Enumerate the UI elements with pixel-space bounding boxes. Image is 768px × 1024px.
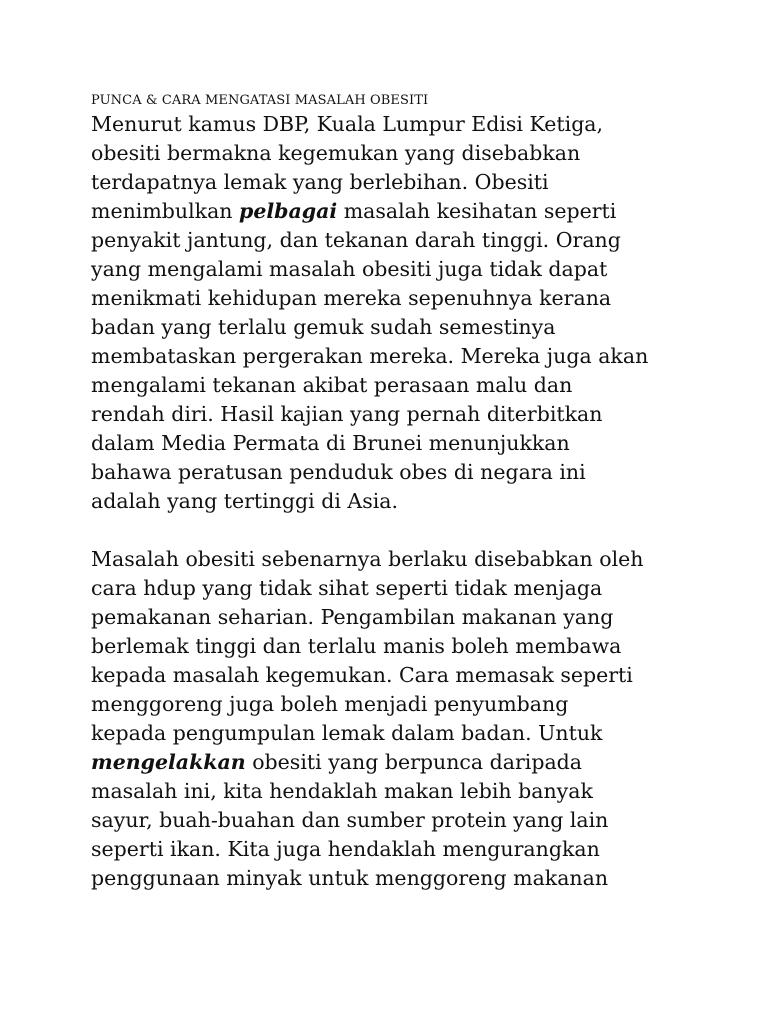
paragraph-2: [91, 545, 691, 893]
paragraph-1: [91, 110, 691, 516]
text-line: berlemak tinggi dan terlalu manis boleh membawa: [91, 634, 622, 658]
text-line: bahawa peratusan penduduk obes di negara ini: [91, 460, 586, 484]
text-line: penggunaan minyak untuk menggoreng makanan: [91, 866, 609, 890]
text-line: pemakanan seharian. Pengambilan makanan yang: [91, 605, 614, 629]
text-line: adalah yang tertinggi di Asia.: [91, 489, 399, 513]
text-line: seperti ikan. Kita juga hendaklah mengurangkan: [91, 837, 600, 861]
text-line: yang mengalami masalah obesiti juga tidak dapat: [91, 257, 608, 281]
document-title: PUNCA & CARA MENGATASI MASALAH OBESITI: [91, 93, 429, 108]
text-line: kepada pengumpulan lemak dalam badan. Untuk: [91, 721, 603, 745]
text-line: menikmati kehidupan mereka sepenuhnya kerana: [91, 286, 612, 310]
text-line: terdapatnya lemak yang berlebihan. Obesiti: [91, 170, 549, 194]
text-line: obesiti bermakna kegemukan yang disebabkan: [91, 141, 581, 165]
text-line: penyakit jantung, dan tekanan darah tinggi. Orang: [91, 228, 621, 252]
text-line: Masalah obesiti sebenarnya berlaku disebabkan oleh: [91, 547, 644, 571]
document-page: [91, 92, 691, 893]
text-line: dalam Media Permata di Brunei menunjukkan: [91, 431, 570, 455]
emphasized-word: pelbagai: [239, 199, 338, 223]
emphasized-word: mengelakkan: [91, 750, 246, 774]
text-line: mengelakkan obesiti yang berpunca daripada: [91, 750, 583, 774]
text-line: membataskan pergerakan mereka. Mereka juga akan: [91, 344, 649, 368]
text-line: menimbulkan pelbagai masalah kesihatan seperti: [91, 199, 617, 223]
text-line: mengalami tekanan akibat perasaan malu dan: [91, 373, 573, 397]
text-line: kepada masalah kegemukan. Cara memasak seperti: [91, 663, 633, 687]
text-line: menggoreng juga boleh menjadi penyumbang: [91, 692, 569, 716]
text-line: Menurut kamus DBP, Kuala Lumpur Edisi Ketiga,: [91, 112, 604, 136]
text-line: badan yang terlalu gemuk sudah semestinya: [91, 315, 556, 339]
text-line: sayur, buah-buahan dan sumber protein yang lain: [91, 808, 609, 832]
text-line: cara hdup yang tidak sihat seperti tidak menjaga: [91, 576, 603, 600]
paragraph-spacer: [91, 516, 691, 545]
text-line: rendah diri. Hasil kajian yang pernah diterbitkan: [91, 402, 603, 426]
text-line: masalah ini, kita hendaklah makan lebih banyak: [91, 779, 593, 803]
